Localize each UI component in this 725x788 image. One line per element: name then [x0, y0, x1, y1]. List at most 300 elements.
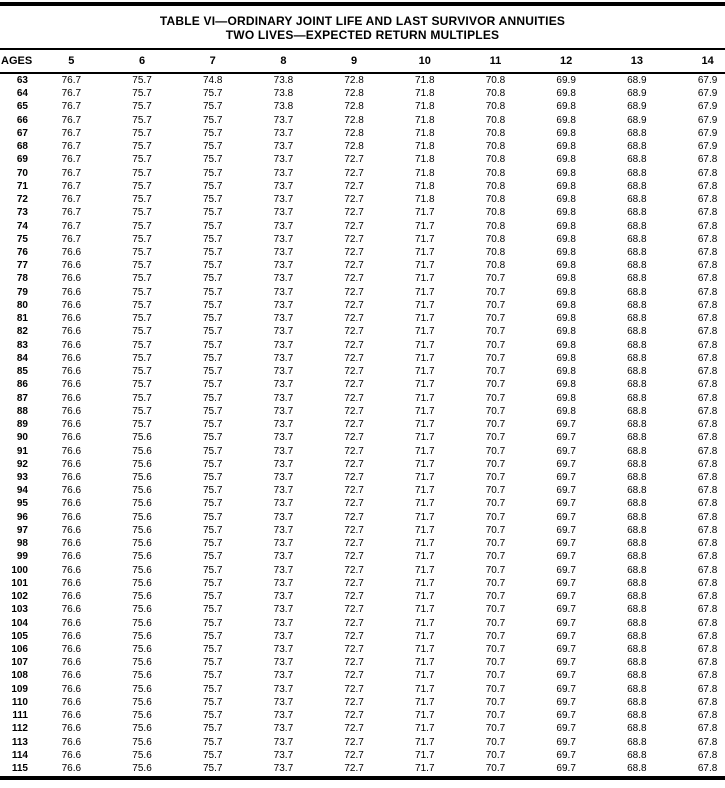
- table-cell: 71.7: [415, 392, 435, 404]
- table-cell: 76.7: [61, 74, 82, 86]
- table-row: [0, 643, 725, 656]
- row-age-label: 94: [16, 485, 28, 497]
- table-cell: 67.8: [697, 577, 718, 589]
- annuity-table-wrap: [0, 50, 725, 776]
- table-cell: 75.7: [132, 352, 152, 364]
- table-cell: 67.8: [697, 617, 718, 629]
- table-cell: 76.6: [61, 326, 82, 338]
- table-cell: 73.7: [273, 299, 294, 311]
- table-cell: 67.9: [697, 101, 718, 113]
- table-cell: 76.6: [61, 644, 82, 656]
- row-age-label: 82: [16, 326, 28, 338]
- table-cell: 75.6: [132, 564, 152, 576]
- table-cell: 75.7: [202, 498, 223, 510]
- table-cell: 75.6: [132, 445, 152, 457]
- table-cell: 68.8: [627, 220, 647, 232]
- table-cell: 70.7: [485, 485, 506, 497]
- table-cell: 67.8: [697, 511, 718, 523]
- table-cell: 73.8: [273, 101, 294, 113]
- table-cell: 69.8: [556, 273, 576, 285]
- table-cell: 76.6: [61, 432, 82, 444]
- table-cell: 75.7: [202, 101, 223, 113]
- table-cell: 71.7: [415, 749, 435, 761]
- table-cell: 70.8: [485, 246, 506, 258]
- table-cell: 71.7: [415, 763, 435, 775]
- row-age-label: 88: [16, 405, 28, 417]
- table-cell: 73.7: [273, 273, 294, 285]
- table-cell: 71.7: [415, 419, 435, 431]
- table-cell: 75.7: [132, 392, 152, 404]
- table-cell: 69.7: [556, 696, 576, 708]
- table-cell: 67.8: [697, 471, 718, 483]
- table-cell: 73.7: [273, 392, 294, 404]
- table-cell: 71.7: [415, 471, 435, 483]
- table-cell: 75.7: [202, 763, 223, 775]
- table-cell: 67.8: [697, 419, 718, 431]
- table-cell: 69.7: [556, 604, 576, 616]
- table-cell: 75.6: [132, 723, 152, 735]
- table-cell: 73.7: [273, 432, 294, 444]
- table-cell: 72.7: [344, 736, 364, 748]
- table-cell: 71.7: [415, 591, 435, 603]
- row-age-label: 80: [16, 299, 28, 311]
- table-cell: 73.7: [273, 617, 294, 629]
- table-cell: 69.7: [556, 511, 576, 523]
- table-cell: 71.8: [415, 167, 435, 179]
- table-cell: 70.7: [485, 313, 506, 325]
- table-cell: 75.6: [132, 498, 152, 510]
- table-cell: 70.7: [485, 286, 506, 298]
- row-age-label: 114: [11, 749, 28, 761]
- table-cell: 73.7: [273, 127, 294, 139]
- table-cell: 75.7: [202, 696, 223, 708]
- table-cell: 75.7: [132, 405, 152, 417]
- table-cell: 75.7: [202, 538, 223, 550]
- table-cell: 68.9: [627, 74, 647, 86]
- table-cell: 75.7: [202, 167, 223, 179]
- table-cell: 73.7: [273, 630, 294, 642]
- table-cell: 70.7: [485, 630, 506, 642]
- row-age-label: 84: [16, 352, 28, 364]
- table-cell: 70.7: [485, 551, 506, 563]
- table-cell: 69.7: [556, 670, 576, 682]
- table-cell: 67.8: [697, 591, 718, 603]
- table-cell: 76.7: [61, 167, 82, 179]
- table-row: [0, 246, 725, 259]
- table-row: [0, 127, 725, 140]
- table-cell: 76.6: [61, 485, 82, 497]
- table-cell: 70.8: [485, 167, 506, 179]
- table-cell: 68.8: [627, 577, 647, 589]
- row-age-label: 111: [12, 710, 28, 722]
- table-cell: 72.7: [344, 604, 364, 616]
- table-cell: 76.6: [61, 538, 82, 550]
- table-cell: 71.7: [415, 352, 435, 364]
- table-cell: 67.8: [697, 538, 718, 550]
- table-cell: 72.7: [344, 313, 364, 325]
- table-cell: 72.7: [344, 379, 364, 391]
- table-cell: 67.8: [697, 749, 718, 761]
- table-cell: 72.7: [344, 207, 364, 219]
- table-cell: 70.8: [485, 101, 506, 113]
- table-cell: 76.6: [61, 339, 82, 351]
- table-cell: 76.6: [61, 604, 82, 616]
- table-cell: 75.7: [202, 379, 223, 391]
- row-age-label: 101: [11, 577, 28, 589]
- column-header-9: 9: [319, 50, 390, 73]
- table-cell: 72.8: [344, 141, 364, 153]
- table-cell: 68.8: [627, 419, 647, 431]
- table-cell: 75.7: [202, 710, 223, 722]
- table-cell: 75.6: [132, 458, 152, 470]
- table-cell: 75.7: [202, 313, 223, 325]
- table-cell: 67.8: [697, 432, 718, 444]
- table-cell: 69.7: [556, 617, 576, 629]
- table-cell: 72.7: [344, 366, 364, 378]
- table-cell: 75.6: [132, 485, 152, 497]
- table-cell: 70.7: [485, 524, 506, 536]
- table-cell: 75.7: [202, 630, 223, 642]
- table-cell: 70.7: [485, 432, 506, 444]
- table-cell: 72.7: [344, 471, 364, 483]
- table-cell: 69.8: [556, 313, 576, 325]
- table-cell: 68.8: [627, 710, 647, 722]
- table-cell: 69.8: [556, 154, 576, 166]
- table-cell: 71.7: [415, 657, 435, 669]
- table-cell: 76.6: [61, 352, 82, 364]
- row-age-label: 87: [16, 392, 28, 404]
- table-cell: 75.7: [202, 207, 223, 219]
- table-cell: 69.7: [556, 551, 576, 563]
- table-cell: 69.8: [556, 207, 576, 219]
- table-cell: 76.6: [61, 419, 82, 431]
- table-cell: 70.7: [485, 670, 506, 682]
- table-row: [0, 101, 725, 114]
- table-cell: 70.7: [485, 471, 506, 483]
- table-cell: 70.7: [485, 405, 506, 417]
- row-age-label: 85: [16, 366, 28, 378]
- table-cell: 73.7: [273, 114, 294, 126]
- table-cell: 68.8: [627, 696, 647, 708]
- column-header-7: 7: [177, 50, 248, 73]
- table-cell: 75.7: [132, 114, 152, 126]
- table-cell: 72.7: [344, 696, 364, 708]
- table-cell: 75.6: [132, 696, 152, 708]
- table-cell: 68.8: [627, 405, 647, 417]
- table-cell: 72.7: [344, 299, 364, 311]
- table-row: [0, 577, 725, 590]
- table-cell: 70.8: [485, 88, 506, 100]
- row-age-label: 79: [16, 286, 28, 298]
- table-cell: 75.7: [202, 127, 223, 139]
- row-age-label: 76: [16, 246, 28, 258]
- table-cell: 73.7: [273, 313, 294, 325]
- table-row: [0, 524, 725, 537]
- table-cell: 67.8: [697, 696, 718, 708]
- table-row: [0, 260, 725, 273]
- table-cell: 69.8: [556, 339, 576, 351]
- table-cell: 67.8: [697, 326, 718, 338]
- table-cell: 70.8: [485, 154, 506, 166]
- table-cell: 68.8: [627, 617, 647, 629]
- table-title-line2: TWO LIVES—EXPECTED RETURN MULTIPLES: [225, 28, 500, 42]
- table-cell: 68.9: [627, 101, 647, 113]
- table-row: [0, 352, 725, 365]
- table-cell: 67.8: [697, 273, 718, 285]
- table-cell: 68.8: [627, 194, 647, 206]
- table-cell: 71.7: [415, 458, 435, 470]
- table-row: [0, 538, 725, 551]
- table-cell: 67.8: [697, 405, 718, 417]
- row-age-label: 64: [16, 88, 28, 100]
- table-cell: 73.7: [273, 564, 294, 576]
- table-cell: 70.8: [485, 233, 506, 245]
- table-cell: 72.8: [344, 101, 364, 113]
- table-cell: 68.8: [627, 604, 647, 616]
- table-cell: 76.7: [61, 101, 82, 113]
- table-cell: 73.7: [273, 339, 294, 351]
- column-header-13: 13: [602, 50, 673, 73]
- table-cell: 68.8: [627, 154, 647, 166]
- table-row: [0, 154, 725, 167]
- table-cell: 73.7: [273, 194, 294, 206]
- table-cell: 72.8: [344, 114, 364, 126]
- table-cell: 72.7: [344, 498, 364, 510]
- row-age-label: 107: [11, 657, 28, 669]
- table-cell: 70.7: [485, 577, 506, 589]
- table-cell: 71.8: [415, 88, 435, 100]
- row-age-label: 100: [11, 564, 28, 576]
- table-cell: 69.7: [556, 471, 576, 483]
- table-cell: 70.7: [485, 564, 506, 576]
- table-cell: 73.7: [273, 485, 294, 497]
- table-cell: 73.7: [273, 710, 294, 722]
- table-cell: 76.6: [61, 696, 82, 708]
- table-cell: 70.7: [485, 538, 506, 550]
- table-cell: 68.8: [627, 339, 647, 351]
- table-cell: 70.7: [485, 591, 506, 603]
- table-cell: 75.7: [132, 366, 152, 378]
- table-cell: 75.6: [132, 524, 152, 536]
- table-cell: 69.8: [556, 326, 576, 338]
- table-cell: 76.6: [61, 564, 82, 576]
- table-cell: 75.6: [132, 551, 152, 563]
- table-cell: 71.7: [415, 339, 435, 351]
- column-header-8: 8: [248, 50, 319, 73]
- table-cell: 67.8: [697, 220, 718, 232]
- row-age-label: 86: [16, 379, 28, 391]
- table-row: [0, 313, 725, 326]
- table-cell: 67.9: [697, 88, 718, 100]
- table-cell: 69.8: [556, 167, 576, 179]
- table-cell: 67.8: [697, 551, 718, 563]
- table-cell: 71.7: [415, 326, 435, 338]
- row-age-label: 108: [11, 670, 28, 682]
- table-cell: 69.7: [556, 683, 576, 695]
- table-cell: 70.7: [485, 723, 506, 735]
- table-cell: 71.7: [415, 233, 435, 245]
- table-cell: 71.8: [415, 114, 435, 126]
- column-header-10: 10: [389, 50, 460, 73]
- table-cell: 67.8: [697, 366, 718, 378]
- table-cell: 71.8: [415, 141, 435, 153]
- table-cell: 71.7: [415, 551, 435, 563]
- table-cell: 76.6: [61, 723, 82, 735]
- column-header-5: 5: [36, 50, 107, 73]
- table-cell: 71.7: [415, 511, 435, 523]
- table-cell: 69.8: [556, 352, 576, 364]
- row-age-label: 95: [16, 498, 28, 510]
- table-cell: 68.8: [627, 445, 647, 457]
- table-row: [0, 511, 725, 524]
- table-cell: 76.6: [61, 524, 82, 536]
- table-row: [0, 418, 725, 431]
- table-cell: 75.7: [132, 419, 152, 431]
- table-cell: 75.7: [202, 299, 223, 311]
- table-cell: 73.7: [273, 670, 294, 682]
- table-cell: 76.6: [61, 379, 82, 391]
- table-cell: 75.6: [132, 577, 152, 589]
- table-cell: 71.7: [415, 286, 435, 298]
- table-cell: 75.7: [202, 511, 223, 523]
- table-row: [0, 617, 725, 630]
- table-cell: 69.7: [556, 736, 576, 748]
- table-cell: 75.6: [132, 471, 152, 483]
- row-age-label: 77: [16, 260, 28, 272]
- table-row: [0, 564, 725, 577]
- column-header-ages: AGES: [0, 50, 36, 73]
- row-age-label: 97: [16, 524, 28, 536]
- table-cell: 70.7: [485, 657, 506, 669]
- table-cell: 71.8: [415, 127, 435, 139]
- row-age-label: 74: [16, 220, 28, 232]
- table-cell: 76.7: [61, 141, 82, 153]
- table-cell: 73.7: [273, 524, 294, 536]
- table-cell: 69.8: [556, 180, 576, 192]
- row-age-label: 112: [11, 723, 28, 735]
- table-cell: 75.7: [202, 749, 223, 761]
- table-cell: 73.7: [273, 736, 294, 748]
- table-cell: 75.7: [202, 564, 223, 576]
- table-cell: 75.7: [132, 194, 152, 206]
- table-cell: 68.8: [627, 538, 647, 550]
- table-cell: 71.7: [415, 736, 435, 748]
- table-cell: 67.9: [697, 114, 718, 126]
- table-cell: 68.8: [627, 167, 647, 179]
- table-row: [0, 485, 725, 498]
- table-cell: 73.7: [273, 445, 294, 457]
- table-cell: 67.8: [697, 736, 718, 748]
- row-age-label: 71: [16, 180, 28, 192]
- table-row: [0, 379, 725, 392]
- table-cell: 73.7: [273, 246, 294, 258]
- table-cell: 69.8: [556, 127, 576, 139]
- table-cell: 70.7: [485, 617, 506, 629]
- table-cell: 67.8: [697, 458, 718, 470]
- table-cell: 73.7: [273, 591, 294, 603]
- table-cell: 73.7: [273, 286, 294, 298]
- table-cell: 68.8: [627, 313, 647, 325]
- table-header-row: [0, 50, 725, 73]
- table-cell: 75.7: [202, 432, 223, 444]
- table-cell: 75.6: [132, 630, 152, 642]
- row-age-label: 90: [16, 432, 28, 444]
- table-cell: 68.8: [627, 763, 647, 775]
- table-row: [0, 498, 725, 511]
- table-cell: 72.7: [344, 458, 364, 470]
- table-cell: 69.7: [556, 432, 576, 444]
- table-cell: 75.7: [132, 154, 152, 166]
- table-row: [0, 604, 725, 617]
- table-cell: 72.7: [344, 657, 364, 669]
- table-cell: 69.7: [556, 564, 576, 576]
- table-cell: 69.7: [556, 485, 576, 497]
- table-cell: 76.7: [61, 180, 82, 192]
- table-cell: 72.7: [344, 591, 364, 603]
- table-cell: 70.8: [485, 114, 506, 126]
- table-cell: 68.8: [627, 524, 647, 536]
- table-cell: 67.8: [697, 657, 718, 669]
- table-cell: 68.8: [627, 352, 647, 364]
- table-cell: 72.8: [344, 74, 364, 86]
- table-cell: 76.6: [61, 763, 82, 775]
- table-cell: 68.8: [627, 458, 647, 470]
- table-cell: 71.7: [415, 538, 435, 550]
- table-cell: 69.8: [556, 379, 576, 391]
- table-cell: 76.6: [61, 749, 82, 761]
- table-cell: 76.6: [61, 299, 82, 311]
- table-cell: 71.7: [415, 710, 435, 722]
- table-cell: 68.8: [627, 286, 647, 298]
- table-cell: 71.7: [415, 498, 435, 510]
- table-cell: 69.7: [556, 710, 576, 722]
- table-cell: 67.8: [697, 644, 718, 656]
- table-cell: 75.7: [132, 299, 152, 311]
- table-cell: 72.7: [344, 683, 364, 695]
- table-cell: 72.7: [344, 763, 364, 775]
- table-cell: 69.7: [556, 723, 576, 735]
- table-cell: 75.7: [202, 180, 223, 192]
- table-cell: 75.6: [132, 657, 152, 669]
- table-cell: 75.7: [202, 326, 223, 338]
- table-cell: 76.7: [61, 154, 82, 166]
- table-cell: 70.7: [485, 379, 506, 391]
- table-cell: 75.7: [202, 194, 223, 206]
- table-cell: 73.8: [273, 88, 294, 100]
- table-cell: 72.7: [344, 154, 364, 166]
- table-cell: 75.7: [202, 577, 223, 589]
- table-row: [0, 193, 725, 206]
- table-cell: 67.8: [697, 339, 718, 351]
- table-cell: 71.7: [415, 260, 435, 272]
- table-cell: 70.7: [485, 339, 506, 351]
- table-cell: 72.7: [344, 617, 364, 629]
- table-cell: 75.7: [132, 260, 152, 272]
- table-cell: 73.7: [273, 154, 294, 166]
- table-cell: 71.7: [415, 644, 435, 656]
- table-cell: 67.8: [697, 233, 718, 245]
- table-cell: 67.8: [697, 763, 718, 775]
- table-cell: 68.8: [627, 246, 647, 258]
- table-cell: 75.7: [202, 485, 223, 497]
- table-row: [0, 207, 725, 220]
- table-row: [0, 749, 725, 762]
- table-cell: 75.7: [132, 273, 152, 285]
- table-cell: 72.7: [344, 326, 364, 338]
- table-cell: 75.7: [132, 101, 152, 113]
- table-cell: 70.7: [485, 511, 506, 523]
- table-cell: 70.7: [485, 326, 506, 338]
